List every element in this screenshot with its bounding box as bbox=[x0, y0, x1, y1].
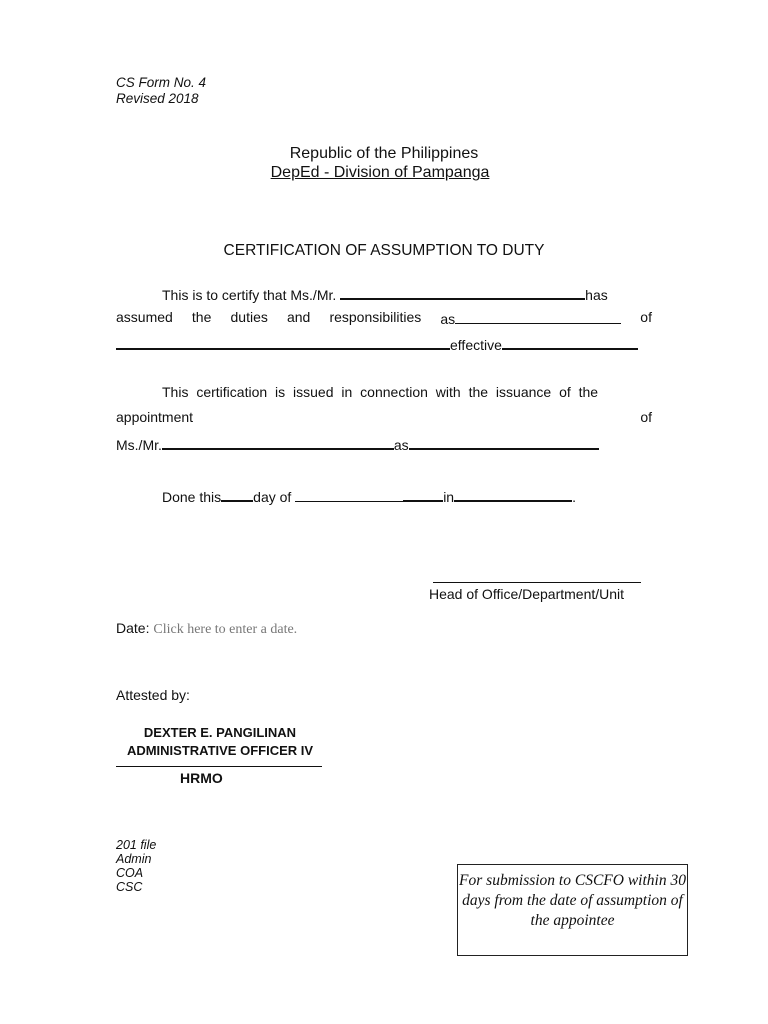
in-text: in bbox=[443, 489, 455, 505]
republic-heading: Republic of the Philippines bbox=[289, 145, 479, 162]
distribution-item: 201 file bbox=[116, 838, 157, 852]
issuance-text: This certification is issued in connection with the issuance of the bbox=[162, 384, 599, 400]
appointment-text: appointment bbox=[116, 409, 194, 425]
word-the: the bbox=[191, 309, 212, 325]
document-title: CERTIFICATION OF ASSUMPTION TO DUTY bbox=[223, 242, 545, 259]
distribution-item: COA bbox=[116, 866, 144, 880]
form-revised: Revised 2018 bbox=[116, 91, 199, 106]
word-as: as bbox=[440, 311, 456, 327]
appointee-name-blank[interactable] bbox=[162, 434, 394, 450]
employee-name-blank[interactable] bbox=[340, 284, 585, 300]
issuance-line bbox=[116, 384, 652, 409]
date-row bbox=[116, 620, 297, 638]
msmr-text: Ms./Mr. bbox=[116, 437, 162, 453]
paragraph-certify bbox=[116, 284, 652, 359]
attested-label: Attested by: bbox=[116, 687, 190, 703]
of-text: of bbox=[640, 409, 652, 425]
document-header bbox=[0, 144, 768, 182]
attester-name: DEXTER E. PANGILINAN bbox=[143, 725, 297, 740]
done-line bbox=[162, 486, 576, 505]
word-of: of bbox=[640, 309, 652, 325]
appointee-position-blank[interactable] bbox=[409, 434, 599, 450]
distribution-item: Admin bbox=[116, 852, 152, 866]
attester-signature-line[interactable] bbox=[116, 766, 322, 767]
word-responsibilities: responsibilities bbox=[329, 309, 422, 325]
form-number-block bbox=[116, 75, 206, 107]
day-of-text: day of bbox=[253, 489, 292, 505]
word-and: and bbox=[286, 309, 311, 325]
effective-text: effective bbox=[450, 337, 502, 353]
as-text: as bbox=[393, 437, 409, 453]
submission-note: For submission to CSCFO within 30 days from the date of assumption of the appointee bbox=[459, 872, 686, 929]
signature-caption: Head of Office/Department/Unit bbox=[429, 586, 625, 602]
attester-block bbox=[116, 724, 324, 760]
effective-date-blank[interactable] bbox=[502, 334, 638, 350]
office-blank[interactable] bbox=[116, 334, 450, 350]
certify-text: This is to certify that Ms./Mr. bbox=[162, 287, 337, 303]
assumed-line bbox=[116, 309, 652, 334]
form-number: CS Form No. 4 bbox=[116, 75, 207, 90]
date-picker[interactable]: Click here to enter a date. bbox=[153, 622, 298, 637]
month-blank-2[interactable] bbox=[403, 486, 443, 502]
date-label: Date: bbox=[116, 620, 150, 636]
day-blank[interactable] bbox=[221, 486, 253, 502]
submission-note-box bbox=[457, 864, 688, 956]
place-blank[interactable] bbox=[454, 486, 572, 502]
done-text: Done this bbox=[162, 489, 222, 505]
word-duties: duties bbox=[230, 309, 268, 325]
appointment-line bbox=[116, 409, 652, 434]
distribution-item: CSC bbox=[116, 880, 143, 894]
distribution-list bbox=[116, 838, 156, 894]
paragraph-issuance bbox=[116, 384, 652, 459]
has-text: has bbox=[585, 287, 608, 303]
month-blank[interactable] bbox=[295, 487, 403, 502]
division-text: DepEd - Division of Pampanga bbox=[270, 164, 490, 181]
period-text: . bbox=[572, 489, 576, 505]
position-blank[interactable] bbox=[455, 309, 621, 324]
attester-position: ADMINISTRATIVE OFFICER IV bbox=[126, 743, 314, 758]
word-assumed: assumed bbox=[116, 309, 173, 325]
division-heading bbox=[0, 163, 768, 182]
hrmo-label: HRMO bbox=[180, 770, 223, 786]
signature-line[interactable] bbox=[433, 582, 641, 583]
